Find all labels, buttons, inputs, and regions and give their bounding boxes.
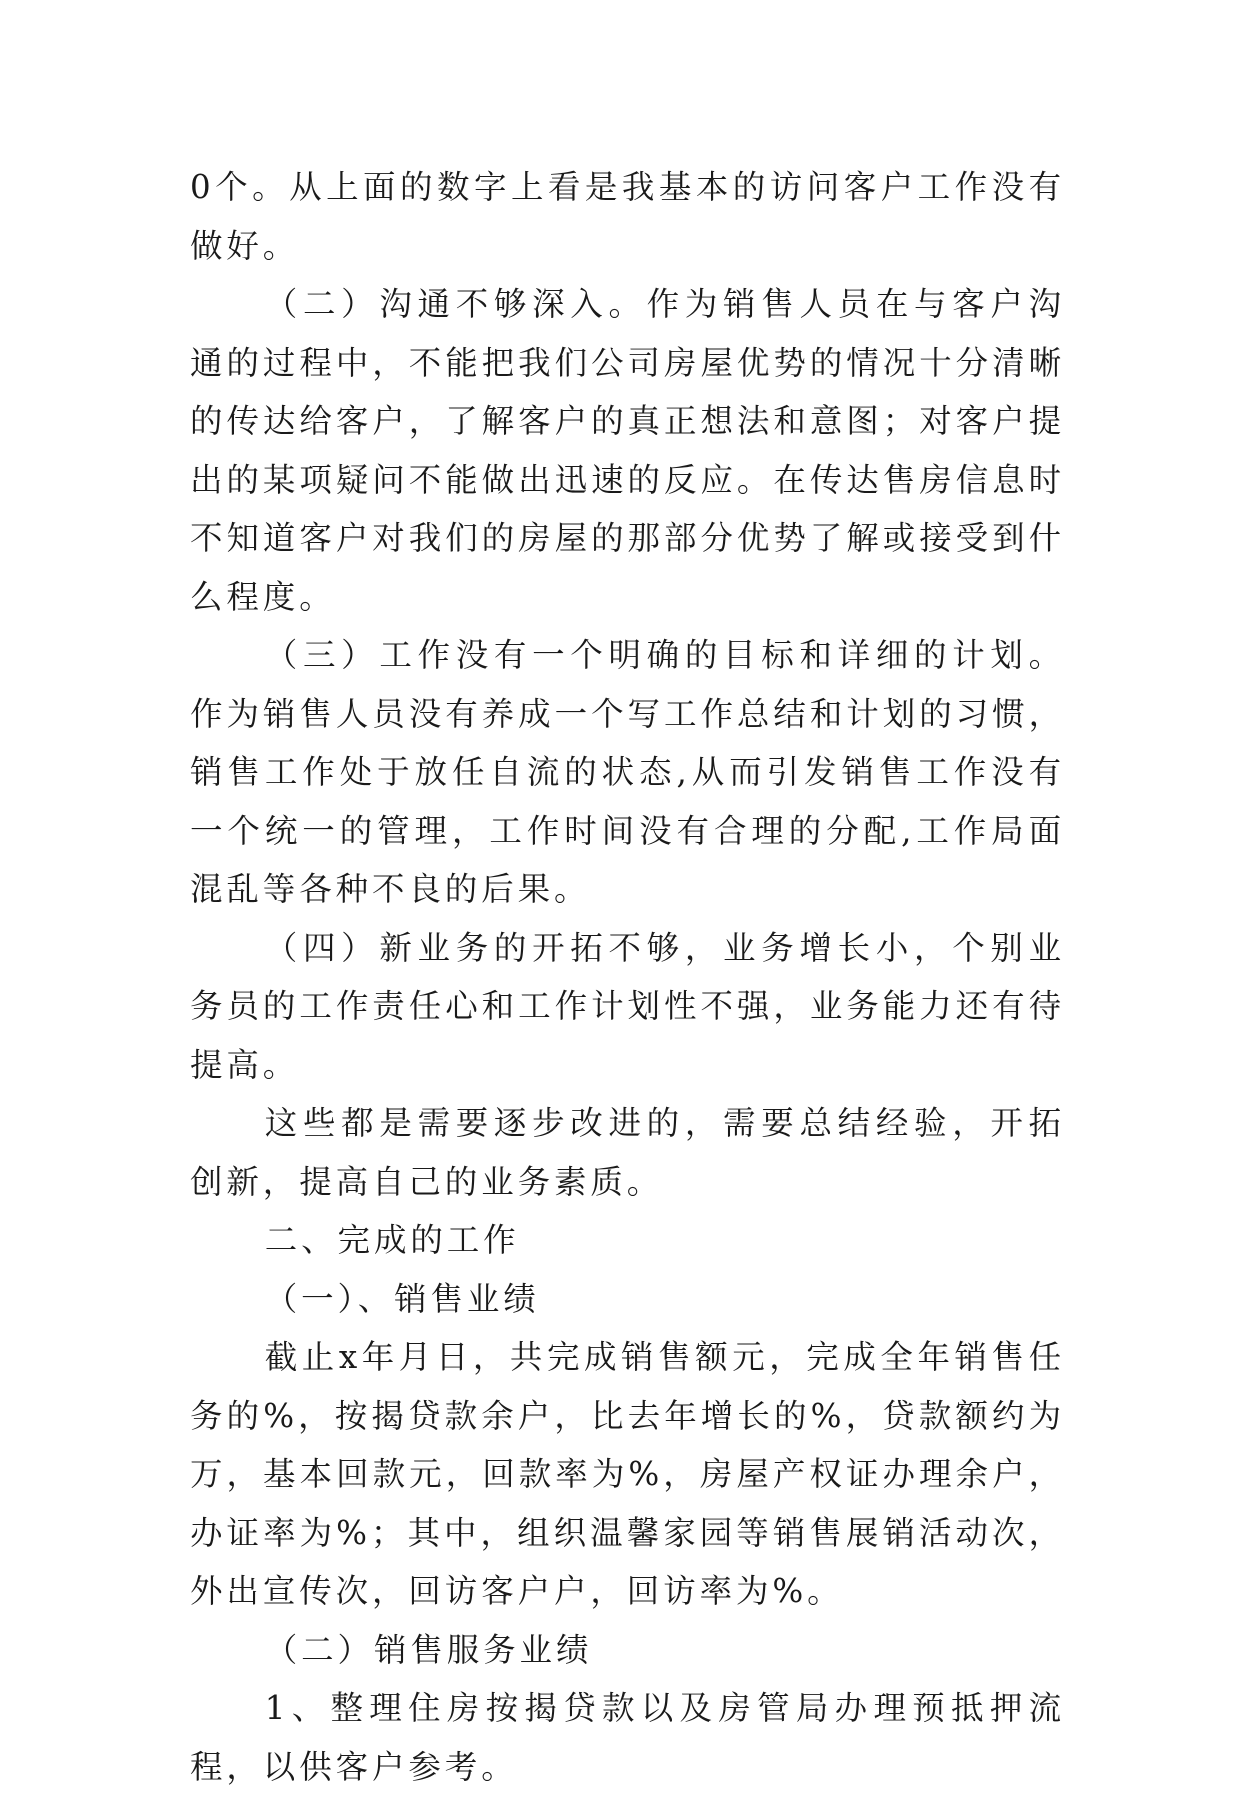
section-heading-completed-work: 二、完成的工作 <box>264 1221 520 1259</box>
paragraph-planning: （三）工作没有一个明确的目标和详细的计划。作为销售人员没有养成一个写工作总结和计划的习惯，销售工作处于放任自流的状态,从而引发销售工作没有一个统一的管理，工作时间没有合理的分配,工作局面混乱等各种不良的后果。 <box>190 636 1065 908</box>
subheading-sales-service: （二）销售服务业绩 <box>264 1630 593 1669</box>
paragraph-sales-figures: 截止x年月日，共完成销售额元，完成全年销售任务的%，按揭贷款余户，比去年增长的%，贷款额约为万，基本回款元，回款率为%，房屋产权证办理余户，办证率为%；其中，组织温馨家园等销售展销活动次，外出宣传次，回访客户户，回访率为%。 <box>190 1338 1065 1610</box>
paragraph-new-business: （四）新业务的开拓不够，业务增长小，个别业务员的工作责任心和工作计划性不强，业务能力还有待提高。 <box>190 928 1065 1084</box>
paragraph-visit-clients: 0个。从上面的数字上看是我基本的访问客户工作没有做好。 <box>190 168 1065 265</box>
paragraph-communication: （二）沟通不够深入。作为销售人员在与客户沟通的过程中，不能把我们公司房屋优势的情况十分清晰的传达给客户，了解客户的真正想法和意图；对客户提出的某项疑问不能做出迅速的反应。在传达售房信息时不知道客户对我们的房屋的那部分优势了解或接受到什么程度。 <box>190 285 1065 616</box>
document-body <box>190 158 1065 1796</box>
paragraph-improvement: 这些都是需要逐步改进的，需要总结经验，开拓创新，提高自己的业务素质。 <box>190 1104 1065 1201</box>
paragraph-mortgage-process: 1、整理住房按揭贷款以及房管局办理预抵押流程，以供客户参考。 <box>190 1689 1065 1786</box>
subheading-sales-performance: （一）、销售业绩 <box>264 1279 540 1318</box>
